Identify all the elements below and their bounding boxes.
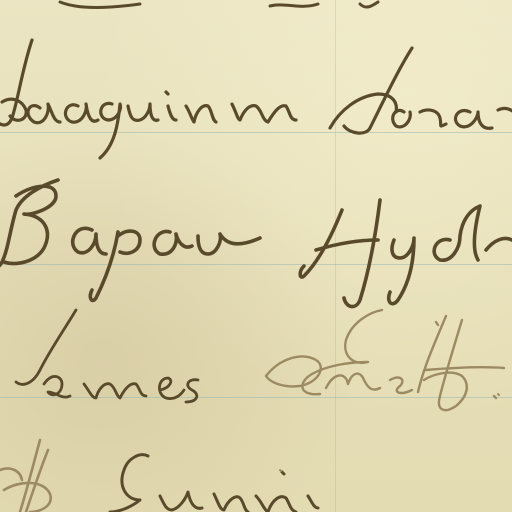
top-partial-line: [60, 2, 378, 8]
entry-line-4-dark: [110, 455, 318, 512]
entry-line-4: [0, 440, 51, 512]
entry-line-3-dark: [16, 310, 198, 402]
entry-line-2: [0, 180, 512, 307]
entry-line-3-faint: [266, 310, 504, 410]
ink-specks: [280, 394, 499, 471]
entry-line-1: [0, 40, 512, 158]
